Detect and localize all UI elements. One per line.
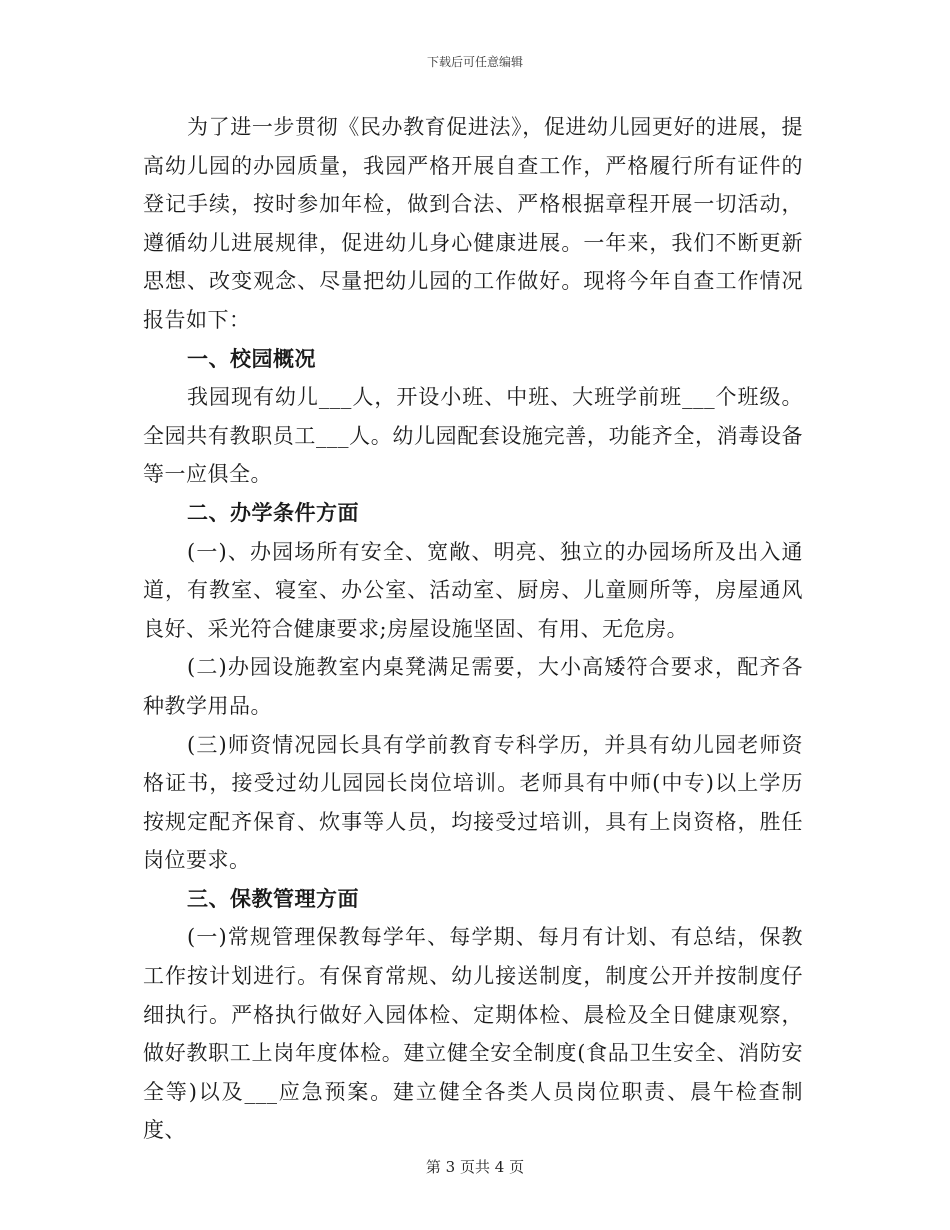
school-conditions-paragraph-3: (三)师资情况园长具有学前教育专科学历，并具有幼儿园老师资格证书，接受过幼儿园园长岗位培训。老师具有中师(中专)以上学历按规定配齐保育、炊事等人员，均接受过培训，具有上岗资格，胜任岗位要求。 (143, 732, 803, 873)
intro-paragraph: 为了进一步贯彻《民办教育促进法》，促进幼儿园更好的进展，提高幼儿园的办园质量，我园严格开展自查工作，严格履行所有证件的登记手续，按时参加年检，做到合法、严格根据章程开展一切活动，遵循幼儿进展规律，促进幼儿身心健康进展。一年来，我们不断更新思想、改变观念、尽量把幼儿园的工作做好。现将今年自查工作情况报告如下： (143, 115, 803, 332)
document-body (143, 108, 803, 1150)
section-heading-school-conditions: 二、办学条件方面 (187, 499, 359, 525)
section-heading-campus-overview: 一、校园概况 (187, 345, 316, 371)
care-education-paragraph-1: (一)常规管理保教每学年、每学期、每月有计划、有总结，保教工作按计划进行。有保育常规、幼儿接送制度，制度公开并按制度仔细执行。严格执行做好入园体检、定期体检、晨检及全日健康观察，做好教职工上岗年度体检。建立健全安全制度(食品卫生安全、消防安全等)以及___应急预案。建立健全各类人员岗位职责、晨午检查制度、 (143, 925, 803, 1143)
section-heading-care-education: 三、保教管理方面 (187, 885, 359, 911)
school-conditions-paragraph-1: (一)、办园场所有安全、宽敞、明亮、独立的办园场所及出入通道，有教室、寝室、办公室、活动室、厨房、儿童厕所等，房屋通风良好、采光符合健康要求;房屋设施坚固、有用、无危房。 (143, 539, 803, 641)
campus-overview-paragraph: 我园现有幼儿___人，开设小班、中班、大班学前班___个班级。全园共有教职员工___人。幼儿园配套设施完善，功能齐全，消毒设备等一应俱全。 (143, 385, 803, 487)
school-conditions-paragraph-2: (二)办园设施教室内桌凳满足需要，大小高矮符合要求，配齐各种教学用品。 (143, 655, 803, 718)
page-footer: 第 3 页共 4 页 (425, 1158, 525, 1176)
page-header: 下载后可任意编辑 (426, 55, 523, 69)
